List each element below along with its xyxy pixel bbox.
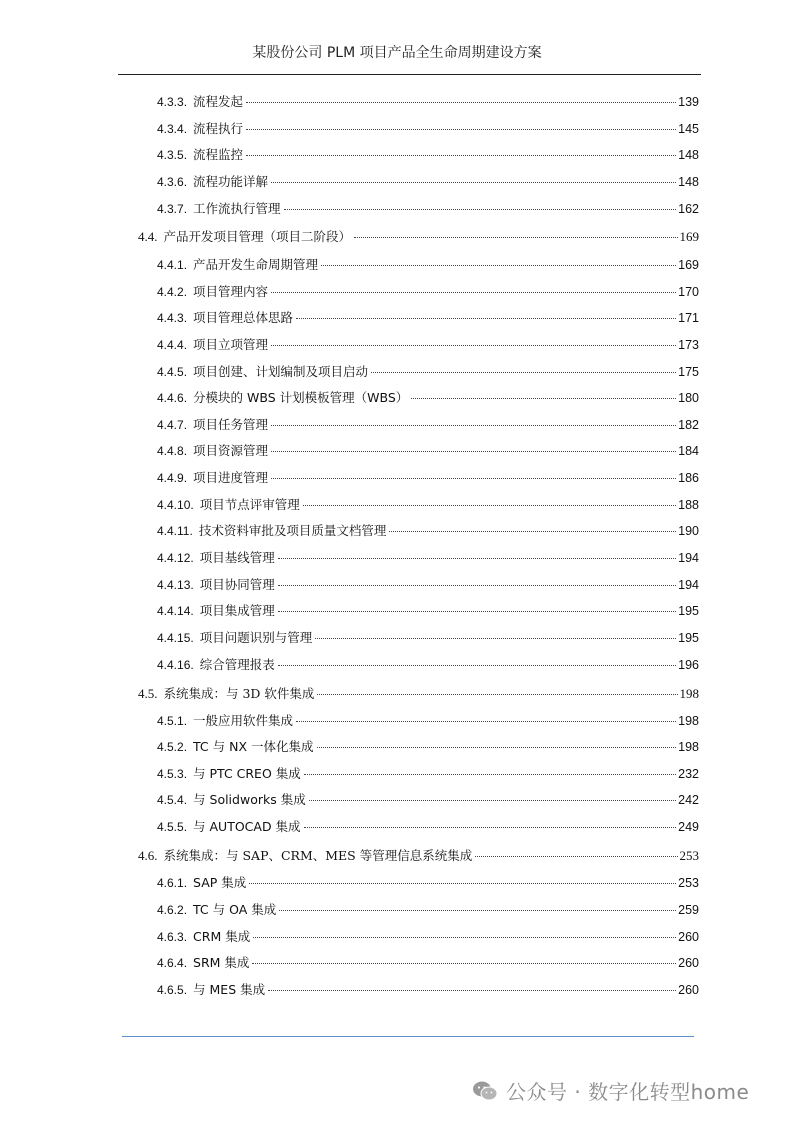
- toc-entry-number: 4.6.2.: [157, 903, 188, 917]
- toc-dot-leader: [271, 345, 676, 346]
- toc-entry-page-number: 242: [678, 793, 699, 807]
- toc-entry[interactable]: [157, 389, 699, 407]
- toc-dot-leader: [315, 638, 676, 639]
- toc-entry-number: 4.3.4.: [157, 122, 188, 136]
- toc-entry[interactable]: [157, 256, 699, 274]
- toc-entry-page-number: 145: [678, 122, 699, 136]
- toc-entry-title: 系统集成：与 3D 软件集成: [163, 686, 315, 701]
- toc-entry-page-number: 175: [678, 365, 699, 379]
- toc-dot-leader: [303, 505, 676, 506]
- toc-entry-number: 4.6.1.: [157, 876, 188, 890]
- toc-dot-leader: [296, 721, 676, 722]
- toc-entry-title: 项目管理内容: [193, 284, 269, 299]
- toc-entry-title: 流程执行: [193, 121, 244, 136]
- toc-entry-number: 4.3.6.: [157, 175, 188, 189]
- toc-entry-page-number: 184: [678, 444, 699, 458]
- toc-entry[interactable]: [138, 685, 699, 703]
- toc-entry-number: 4.4.11.: [157, 524, 193, 538]
- toc-entry[interactable]: [157, 901, 699, 919]
- toc-entry-title: 与 MES 集成: [193, 982, 266, 997]
- toc-entry-number: 4.6.: [138, 848, 158, 863]
- toc-entry-page-number: 259: [678, 903, 699, 917]
- toc-entry-title: 产品开发生命周期管理: [193, 257, 319, 272]
- toc-entry-title: 与 AUTOCAD 集成: [193, 819, 301, 834]
- toc-entry-page-number: 232: [678, 767, 699, 781]
- toc-entry[interactable]: [157, 576, 699, 594]
- toc-entry-page-number: 171: [678, 311, 699, 325]
- toc-entry[interactable]: [157, 200, 699, 218]
- toc-entry[interactable]: [157, 416, 699, 434]
- toc-entry-page-number: 190: [678, 524, 699, 538]
- footer-rule: [122, 1036, 694, 1037]
- toc-entry-number: 4.4.4.: [157, 338, 188, 352]
- toc-entry-title: 项目集成管理: [199, 603, 275, 618]
- toc-dot-leader: [317, 694, 677, 695]
- toc-dot-leader: [278, 611, 676, 612]
- toc-entry-page-number: 148: [678, 175, 699, 189]
- toc-entry-title: 项目管理总体思路: [193, 310, 294, 325]
- toc-dot-leader: [309, 800, 676, 801]
- toc-entry-page-number: 194: [678, 578, 699, 592]
- toc-entry-page-number: 195: [678, 631, 699, 645]
- toc-entry-title: 一般应用软件集成: [193, 713, 294, 728]
- toc-dot-leader: [279, 910, 676, 911]
- toc-dot-leader: [246, 155, 676, 156]
- toc-entry[interactable]: [157, 283, 699, 301]
- toc-dot-leader: [278, 665, 676, 666]
- toc-entry-page-number: 148: [678, 148, 699, 162]
- toc-entry-number: 4.6.3.: [157, 930, 188, 944]
- toc-entry-number: 4.4.15.: [157, 631, 194, 645]
- toc-entry[interactable]: [157, 629, 699, 647]
- toc-entry-title: 与 PTC CREO 集成: [193, 766, 301, 781]
- toc-dot-leader: [271, 478, 676, 479]
- toc-dot-leader: [317, 747, 677, 748]
- toc-entry[interactable]: [157, 656, 699, 674]
- toc-entry-number: 4.5.5.: [157, 820, 188, 834]
- toc-entry[interactable]: [157, 981, 699, 999]
- toc-entry-page-number: 188: [678, 498, 699, 512]
- toc-entry-number: 4.3.7.: [157, 202, 188, 216]
- toc-entry-number: 4.6.5.: [157, 983, 188, 997]
- toc-entry-number: 4.5.4.: [157, 793, 188, 807]
- toc-entry-title: 项目协同管理: [199, 577, 275, 592]
- toc-entry-number: 4.4.16.: [157, 658, 194, 672]
- toc-dot-leader: [304, 774, 676, 775]
- toc-entry[interactable]: [138, 228, 699, 246]
- page-header-title: 某股份公司 PLM 项目产品全生命周期建设方案: [252, 45, 542, 61]
- toc-entry[interactable]: [138, 847, 699, 865]
- toc-entry-title: 项目创建、计划编制及项目启动: [193, 364, 369, 379]
- toc-dot-leader: [278, 585, 676, 586]
- toc-entry-page-number: 169: [679, 229, 699, 244]
- toc-dot-leader: [252, 963, 676, 964]
- toc-entry-page-number: 260: [678, 983, 699, 997]
- toc-entry[interactable]: [157, 791, 699, 809]
- toc-entry-number: 4.3.3.: [157, 95, 188, 109]
- toc-entry-title: 项目进度管理: [193, 470, 269, 485]
- watermark: [472, 1076, 749, 1105]
- toc-entry-title: 流程功能详解: [193, 174, 269, 189]
- toc-entry[interactable]: [157, 818, 699, 836]
- toc-dot-leader: [354, 237, 677, 238]
- toc-entry-title: TC 与 NX 一体化集成: [193, 739, 314, 754]
- toc-entry-page-number: 196: [678, 658, 699, 672]
- toc-entry-number: 4.3.5.: [157, 148, 188, 162]
- toc-entry-page-number: 194: [678, 551, 699, 565]
- toc-entry-page-number: 260: [678, 956, 699, 970]
- wechat-icon: [472, 1080, 498, 1102]
- toc-dot-leader: [411, 398, 676, 399]
- toc-entry-number: 4.4.6.: [157, 391, 188, 405]
- toc-entry-number: 4.4.10.: [157, 498, 194, 512]
- toc-entry-number: 4.4.8.: [157, 444, 188, 458]
- toc-entry[interactable]: [157, 469, 699, 487]
- toc-entry[interactable]: [157, 442, 699, 460]
- toc-entry[interactable]: [157, 712, 699, 730]
- toc-entry-title: SRM 集成: [193, 955, 250, 970]
- toc-entry-title: 项目问题识别与管理: [199, 630, 313, 645]
- toc-entry-number: 4.4.12.: [157, 551, 194, 565]
- toc-entry-title: CRM 集成: [193, 929, 251, 944]
- toc-entry-number: 4.5.2.: [157, 740, 188, 754]
- toc-dot-leader: [246, 129, 676, 130]
- watermark-text: 公众号 · 数字化转型home: [506, 1080, 750, 1104]
- toc-entry-number: 4.5.1.: [157, 714, 188, 728]
- toc-entry-title: SAP 集成: [193, 875, 247, 890]
- toc-entry-page-number: 169: [678, 258, 699, 272]
- toc-entry-title: 分模块的 WBS 计划模板管理（WBS）: [193, 390, 409, 405]
- toc-entry-number: 4.4.1.: [157, 258, 188, 272]
- toc-entry-title: 系统集成：与 SAP、CRM、MES 等管理信息系统集成: [163, 848, 473, 863]
- toc-entry[interactable]: [157, 146, 699, 164]
- toc-entry-title: 技术资料审批及项目质量文档管理: [198, 523, 387, 538]
- toc-entry[interactable]: [157, 522, 699, 540]
- toc-entry-number: 4.4.9.: [157, 471, 188, 485]
- toc-dot-leader: [278, 558, 676, 559]
- toc-entry-number: 4.4.2.: [157, 285, 188, 299]
- toc-dot-leader: [271, 182, 676, 183]
- toc-entry[interactable]: [157, 363, 699, 381]
- toc-dot-leader: [249, 883, 676, 884]
- toc-dot-leader: [304, 827, 677, 828]
- toc-entry-number: 4.4.14.: [157, 604, 194, 618]
- toc-entry[interactable]: [157, 549, 699, 567]
- toc-entry-page-number: 162: [678, 202, 699, 216]
- toc-entry-number: 4.4.5.: [157, 365, 188, 379]
- header-rule: [118, 74, 701, 75]
- toc-dot-leader: [268, 990, 676, 991]
- toc-entry-page-number: 173: [678, 338, 699, 352]
- toc-entry-number: 4.4.3.: [157, 311, 188, 325]
- toc-dot-leader: [284, 209, 677, 210]
- toc-entry-title: 工作流执行管理: [193, 201, 281, 216]
- toc-entry-title: 项目基线管理: [199, 550, 275, 565]
- toc-dot-leader: [271, 292, 676, 293]
- toc-entry-page-number: 139: [678, 95, 699, 109]
- toc-entry[interactable]: [157, 874, 699, 892]
- toc-entry-number: 4.4.: [138, 229, 158, 244]
- toc-entry-title: TC 与 OA 集成: [193, 902, 277, 917]
- toc-entry[interactable]: [157, 602, 699, 620]
- toc-entry[interactable]: [157, 336, 699, 354]
- toc-dot-leader: [321, 265, 676, 266]
- toc-entry-number: 4.4.7.: [157, 418, 188, 432]
- toc-dot-leader: [271, 451, 676, 452]
- toc-dot-leader: [271, 425, 676, 426]
- toc-entry-title: 项目立项管理: [193, 337, 269, 352]
- toc-entry-page-number: 198: [679, 686, 699, 701]
- toc-entry-page-number: 260: [678, 930, 699, 944]
- toc-entry-number: 4.5.3.: [157, 767, 188, 781]
- toc-entry-page-number: 253: [679, 848, 699, 863]
- toc-entry[interactable]: [157, 120, 699, 138]
- toc-entry-title: 项目资源管理: [193, 443, 269, 458]
- toc-dot-leader: [475, 856, 677, 857]
- toc-entry-title: 流程监控: [193, 147, 244, 162]
- toc-entry-number: 4.4.13.: [157, 578, 194, 592]
- toc-entry[interactable]: [157, 173, 699, 191]
- toc-entry[interactable]: [157, 765, 699, 783]
- toc-dot-leader: [371, 372, 676, 373]
- toc-entry[interactable]: [157, 738, 699, 756]
- toc-entry-page-number: 249: [678, 820, 699, 834]
- toc-entry-page-number: 182: [678, 418, 699, 432]
- toc-entry-number: 4.5.: [138, 686, 158, 701]
- toc-dot-leader: [389, 531, 676, 532]
- toc-entry-number: 4.6.4.: [157, 956, 188, 970]
- toc-entry-title: 项目任务管理: [193, 417, 269, 432]
- toc-entry[interactable]: [157, 496, 699, 514]
- toc-entry[interactable]: [157, 954, 699, 972]
- toc-entry-page-number: 180: [678, 391, 699, 405]
- toc-entry-page-number: 170: [678, 285, 699, 299]
- toc-entry-title: 项目节点评审管理: [199, 497, 300, 512]
- toc-entry-title: 综合管理报表: [199, 657, 275, 672]
- toc-entry-page-number: 253: [678, 876, 699, 890]
- toc-entry-page-number: 186: [678, 471, 699, 485]
- toc-entry-page-number: 198: [678, 714, 699, 728]
- toc-entry-title: 与 Solidworks 集成: [193, 792, 306, 807]
- toc-entry[interactable]: [157, 309, 699, 327]
- toc-entry-page-number: 198: [678, 740, 699, 754]
- toc-entry-title: 产品开发项目管理（项目二阶段）: [163, 229, 352, 244]
- toc-entry[interactable]: [157, 93, 699, 111]
- toc-dot-leader: [253, 937, 676, 938]
- toc-entry-page-number: 195: [678, 604, 699, 618]
- toc-dot-leader: [296, 318, 676, 319]
- toc-entry-title: 流程发起: [193, 94, 244, 109]
- toc-dot-leader: [246, 102, 676, 103]
- toc-entry[interactable]: [157, 928, 699, 946]
